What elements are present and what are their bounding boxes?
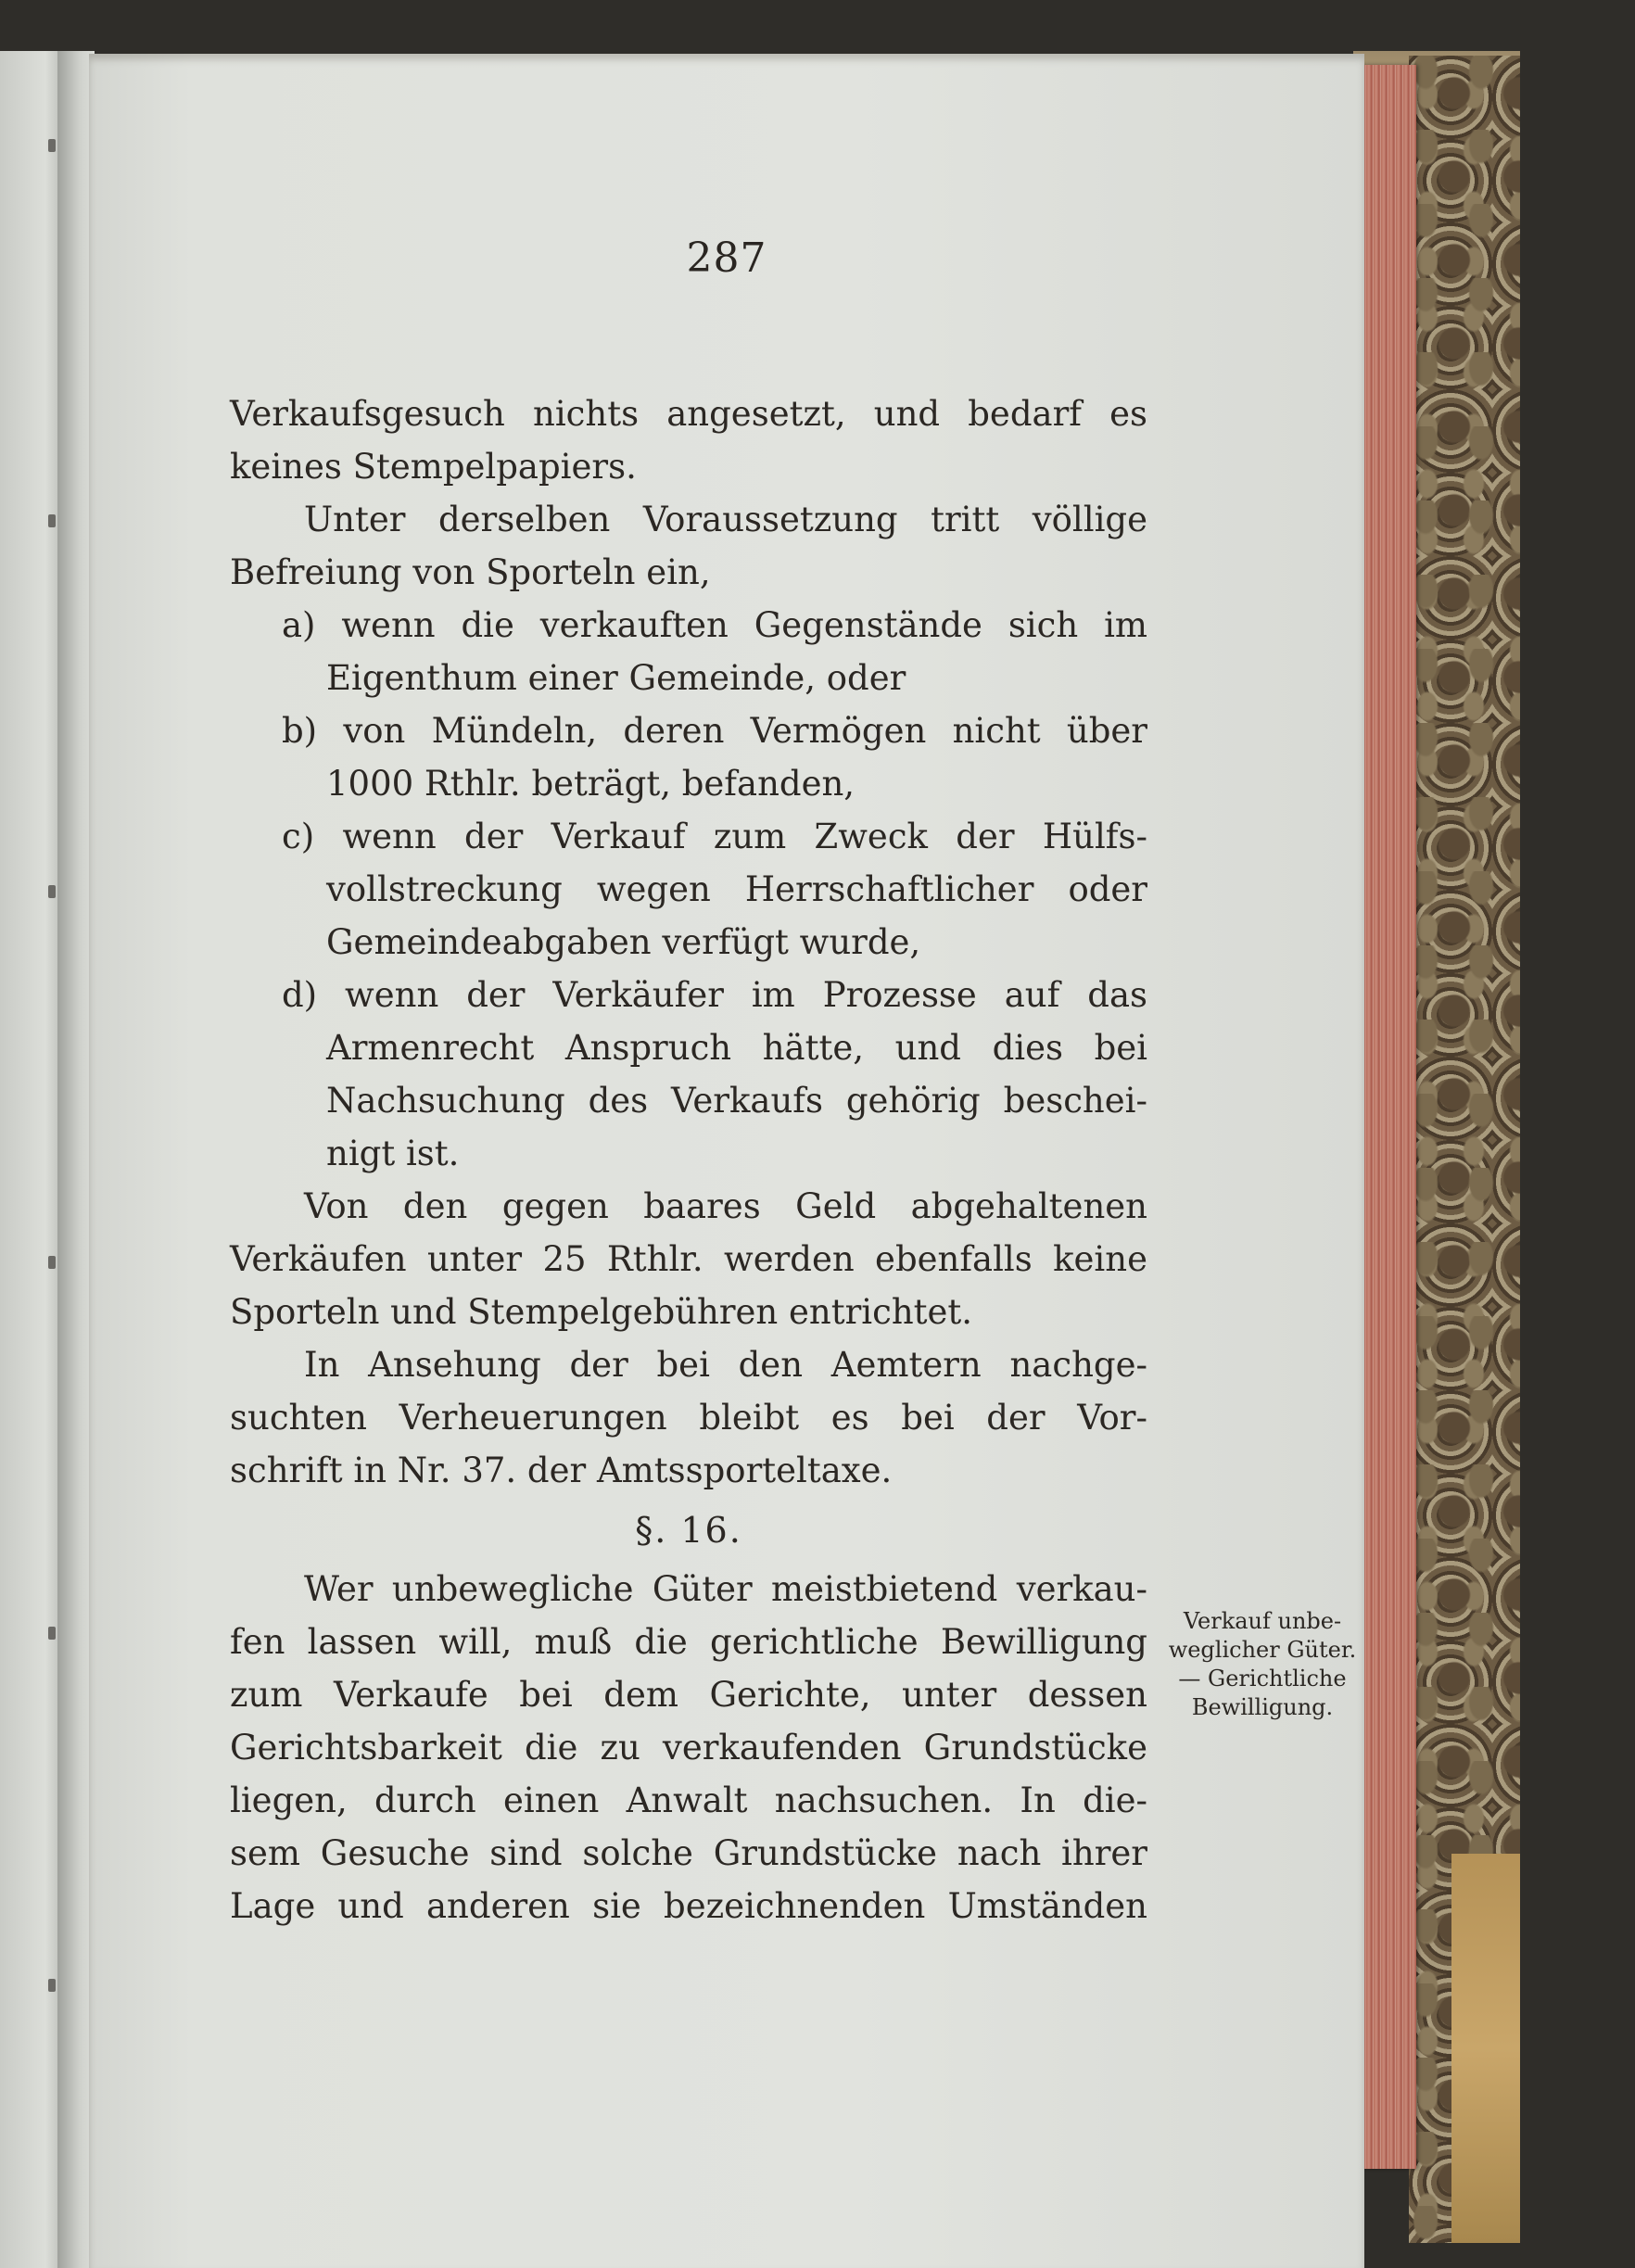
binding-stitch	[48, 1627, 56, 1640]
text-line: fen lassen will, muß die gerichtliche Bewilligung	[230, 1622, 1147, 1662]
text-line: vollstreckung wegen Herrschaftlicher oder	[326, 869, 1147, 909]
text-line: Nachsuchung des Verkaufs gehörig beschei-	[326, 1081, 1147, 1121]
text-line: keines Stempelpapiers.	[230, 447, 637, 487]
text-line: suchten Verheuerungen bleibt es bei der Vor-	[230, 1398, 1147, 1438]
section-heading: §. 16.	[635, 1510, 742, 1551]
page-number: 287	[686, 234, 767, 282]
binding-stitch	[48, 885, 56, 898]
page-edges-stack	[1359, 65, 1416, 2169]
text-line: sem Gesuche sind solche Grundstücke nach ihrer	[230, 1833, 1147, 1873]
binding-stitch	[48, 514, 56, 527]
text-line: Befreiung von Sporteln ein,	[230, 552, 711, 592]
text-line: Lage und anderen sie bezeichnenden Umständen	[230, 1886, 1147, 1926]
text-line: zum Verkaufe bei dem Gerichte, unter dessen	[230, 1675, 1147, 1715]
text-block-bottom	[230, 1563, 1147, 1932]
text-line: Verkäufen unter 25 Rthlr. werden ebenfalls keine	[230, 1239, 1147, 1279]
text-line: Sporteln und Stempelgebühren entrichtet.	[230, 1292, 973, 1332]
text-line: schrift in Nr. 37. der Amtssporteltaxe.	[230, 1451, 893, 1490]
text-line: Verkaufsgesuch nichts angesetzt, und bedarf es	[230, 394, 1147, 434]
text-line: b) von Mündeln, deren Vermögen nicht über	[282, 711, 1147, 751]
marginal-note-line: Verkauf unbe-	[1183, 1608, 1342, 1634]
text-line: a) wenn die verkauften Gegenstände sich im	[282, 605, 1147, 645]
previous-page-edge	[0, 51, 65, 2268]
marginal-note	[1151, 1607, 1374, 1722]
binding-stitch	[48, 1256, 56, 1269]
book-page	[89, 54, 1364, 2268]
text-line: d) wenn der Verkäufer im Prozesse auf das	[282, 975, 1147, 1015]
text-line: 1000 Rthlr. beträgt, befanden,	[326, 764, 856, 804]
text-line: Wer unbewegliche Güter meistbietend verkau-	[304, 1569, 1147, 1609]
text-line: Gerichtsbarkeit die zu verkaufenden Grundstücke	[230, 1728, 1147, 1768]
marginal-note-line: Bewilligung.	[1191, 1694, 1334, 1720]
leather-cover-corner	[1451, 1854, 1520, 2243]
binding-stitch	[48, 139, 56, 152]
text-block-top	[230, 387, 1147, 1497]
text-line: Armenrecht Anspruch hätte, und dies bei	[326, 1028, 1147, 1068]
text-line: In Ansehung der bei den Aemtern nachge-	[304, 1345, 1147, 1385]
text-line: c) wenn der Verkauf zum Zweck der Hülfs-	[282, 817, 1147, 856]
body-text	[230, 387, 1147, 1932]
text-line: Gemeindeabgaben verfügt wurde,	[326, 922, 921, 962]
text-line: Von den gegen baares Geld abgehaltenen	[304, 1186, 1147, 1226]
binding-stitch	[48, 1979, 56, 1992]
text-line: Unter derselben Voraussetzung tritt völlige	[304, 500, 1147, 539]
marginal-note-line: — Gerichtliche	[1178, 1666, 1347, 1691]
text-line: nigt ist.	[326, 1134, 460, 1173]
text-line: Eigenthum einer Gemeinde, oder	[326, 658, 906, 698]
text-line: liegen, durch einen Anwalt nachsuchen. In die-	[230, 1780, 1147, 1820]
marginal-note-line: weglicher Güter.	[1168, 1637, 1357, 1663]
